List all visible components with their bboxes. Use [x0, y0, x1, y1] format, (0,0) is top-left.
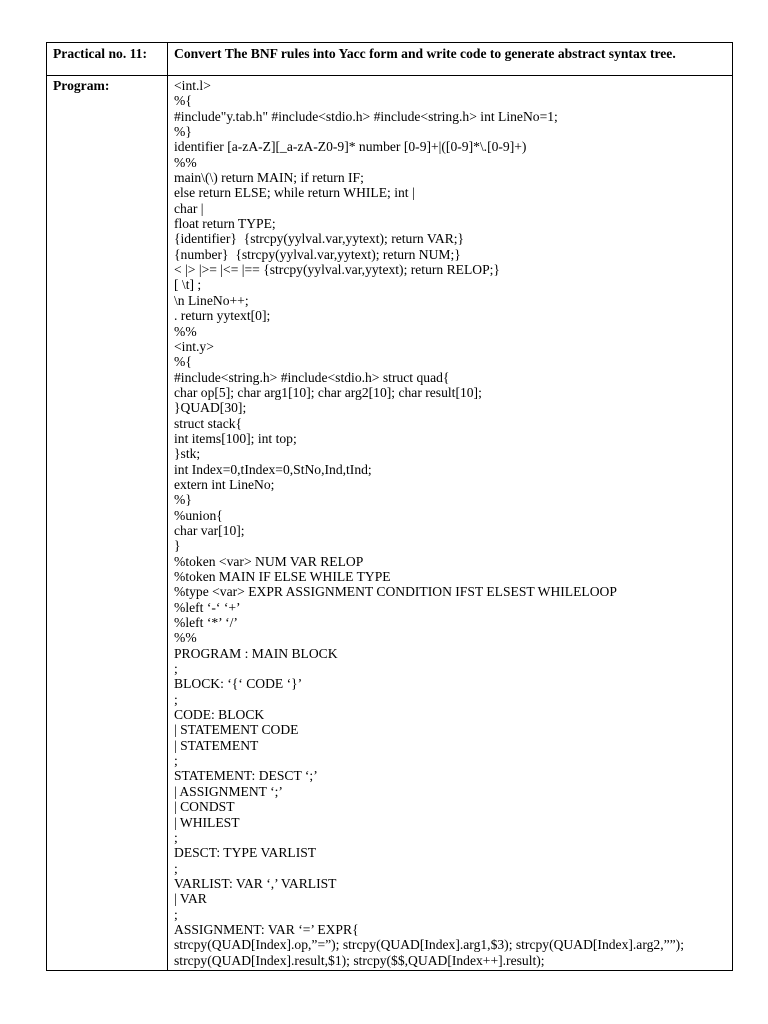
- code-line: {number} {strcpy(yylval.var,yytext); return NUM;}: [174, 246, 461, 262]
- code-line: char |: [174, 200, 204, 216]
- code-line: }QUAD[30];: [174, 400, 247, 416]
- code-line: ASSIGNMENT: VAR ‘=’ EXPR{: [174, 921, 359, 937]
- code-line: int items[100]; int top;: [174, 430, 297, 446]
- code-line: char var[10];: [174, 522, 245, 538]
- code-line: strcpy(QUAD[Index].op,”=”); strcpy(QUAD[Index].arg1,$3); strcpy(QUAD[Index].arg2,””);: [174, 937, 684, 953]
- code-line: %left ‘*’ ‘/’: [174, 615, 238, 631]
- code-line: #include"y.tab.h" #include<stdio.h> #include<string.h> int LineNo=1;: [174, 108, 558, 124]
- code-line: DESCT: TYPE VARLIST: [174, 845, 317, 861]
- code-line: #include<string.h> #include<stdio.h> struct quad{: [174, 369, 450, 385]
- code-line: <int.y>: [174, 338, 214, 354]
- header-row: [47, 43, 733, 76]
- code-line: %token <var> NUM VAR RELOP: [174, 553, 364, 569]
- code-line: %type <var> EXPR ASSIGNMENT CONDITION IFST ELSEST WHILELOOP: [174, 584, 617, 600]
- code-line: < |> |>= |<= |== {strcpy(yylval.var,yytext); return RELOP;}: [174, 262, 500, 278]
- code-line: %%: [174, 323, 197, 339]
- practical-title: Convert The BNF rules into Yacc form and write code to generate abstract syntax tree.: [174, 46, 676, 61]
- code-line: ;: [174, 661, 178, 677]
- code-line: }: [174, 538, 181, 554]
- program-label: Program:: [53, 78, 110, 93]
- code-line: else return ELSE; while return WHILE; int |: [174, 185, 415, 201]
- code-line: strcpy(QUAD[Index].result,$1); strcpy($$,QUAD[Index++].result);: [174, 952, 545, 968]
- code-line: int Index=0,tIndex=0,StNo,Ind,tInd;: [174, 461, 372, 477]
- code-line: | STATEMENT CODE: [174, 722, 299, 738]
- code-line: %{: [174, 354, 192, 370]
- code-line: %union{: [174, 507, 223, 523]
- code-line: %{: [174, 93, 192, 109]
- code-line: ;: [174, 753, 178, 769]
- code-line: ;: [174, 906, 178, 922]
- code-line: PROGRAM : MAIN BLOCK: [174, 645, 338, 661]
- code-line: [ \t] ;: [174, 277, 202, 293]
- code-line: identifier [a-zA-Z][_a-zA-Z0-9]* number [0-9]+|([0-9]*\.[0-9]+): [174, 139, 527, 155]
- code-line: ;: [174, 691, 178, 707]
- code-line: CODE: BLOCK: [174, 707, 265, 723]
- program-code-block: [174, 78, 726, 968]
- code-line: %%: [174, 154, 197, 170]
- code-line: VARLIST: VAR ‘,’ VARLIST: [174, 875, 337, 891]
- code-line: | CONDST: [174, 799, 235, 815]
- code-line: \n LineNo++;: [174, 292, 249, 308]
- code-line: char op[5]; char arg1[10]; char arg2[10]; char result[10];: [174, 384, 482, 400]
- practical-title-cell: [168, 43, 733, 76]
- code-line: . return yytext[0];: [174, 308, 271, 324]
- program-row: [47, 76, 733, 971]
- program-code-cell: [168, 76, 733, 971]
- code-line: {identifier} {strcpy(yylval.var,yytext); return VAR;}: [174, 231, 465, 247]
- code-line: BLOCK: ‘{‘ CODE ‘}’: [174, 676, 303, 692]
- code-line: | VAR: [174, 891, 207, 907]
- code-line: struct stack{: [174, 415, 243, 431]
- code-line: }stk;: [174, 446, 201, 462]
- code-line: STATEMENT: DESCT ‘;’: [174, 768, 318, 784]
- code-line: | ASSIGNMENT ‘;’: [174, 783, 283, 799]
- code-line: ;: [174, 860, 178, 876]
- code-line: <int.l>: [174, 78, 211, 93]
- practical-table: [46, 42, 733, 971]
- code-line: %token MAIN IF ELSE WHILE TYPE: [174, 569, 391, 584]
- code-line: %}: [174, 124, 192, 140]
- code-line: extern int LineNo;: [174, 476, 275, 492]
- code-line: %%: [174, 630, 197, 646]
- program-label-cell: [47, 76, 168, 971]
- code-line: %left ‘-‘ ‘+’: [174, 599, 241, 615]
- practical-number-cell: [47, 43, 168, 76]
- code-line: | WHILEST: [174, 814, 240, 830]
- code-line: main\(\) return MAIN; if return IF;: [174, 170, 364, 186]
- practical-number-label: Practical no. 11:: [53, 46, 148, 61]
- code-line: | STATEMENT: [174, 737, 259, 753]
- code-line: ;: [174, 829, 178, 845]
- code-line: float return TYPE;: [174, 216, 276, 232]
- code-line: %}: [174, 492, 192, 508]
